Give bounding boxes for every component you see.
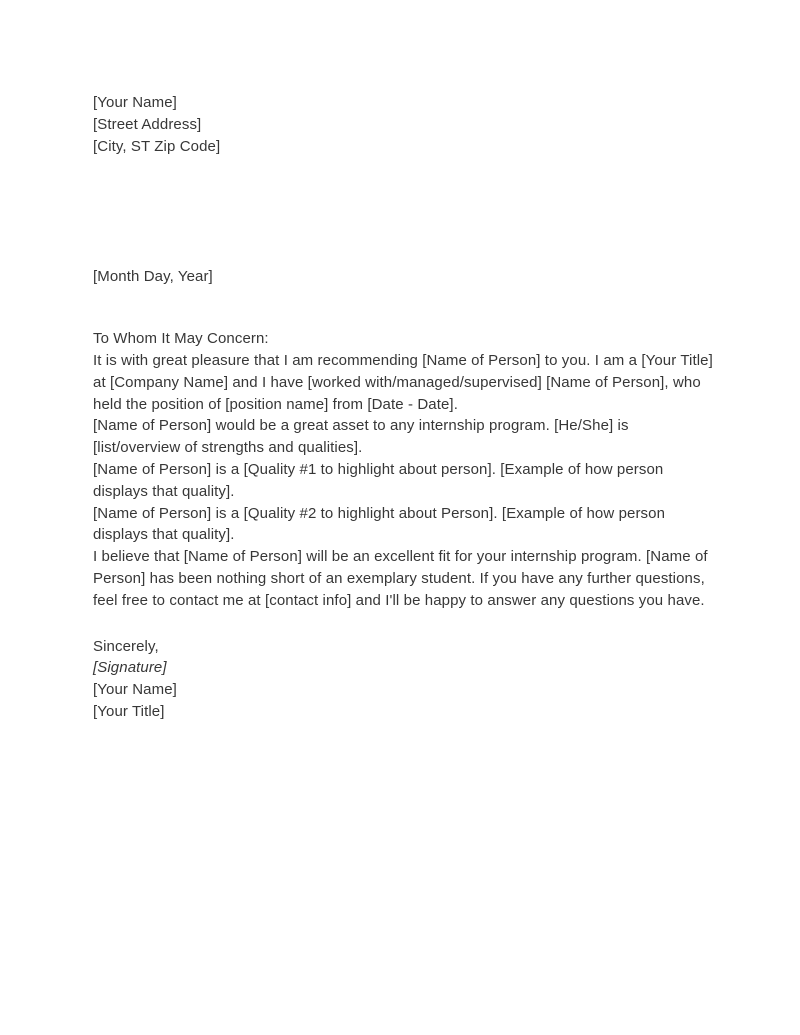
body-paragraph-5: I believe that [Name of Person] will be an excellent fit for your internship program. [Name of Person] has been nothing short of an exemplary student. If you have any further questions, feel free to contact me at [contact info] and I'll be happy to answer any questions you have. — [93, 548, 708, 609]
body-paragraph-1: It is with great pleasure that I am recommending [Name of Person] to you. I am a [Your Title] at [Company Name] and I have [worked with/managed/supervised] [Name of Person], who held the position of [position name] from [Date - Date]. — [93, 351, 713, 413]
signer-name: [Your Name] — [93, 681, 177, 699]
letter-body — [93, 328, 715, 611]
body-paragraph-3: [Name of Person] is a [Quality #1 to highlight about person]. [Example of how person displays that quality]. — [93, 460, 664, 500]
closing-phrase: Sincerely, — [93, 637, 159, 655]
body-paragraph-4: [Name of Person] is a [Quality #2 to highlight about Person]. [Example of how person displays that quality]. — [93, 504, 666, 544]
closing-block — [93, 636, 715, 723]
signature-placeholder: [Signature] — [93, 659, 167, 677]
body-paragraph-2: [Name of Person] would be a great asset to any internship program. [He/She] is [list/overview of strengths and qualities]. — [93, 417, 629, 457]
sender-name: [Your Name] — [93, 94, 177, 111]
sender-city-state-zip: [City, ST Zip Code] — [93, 137, 221, 155]
date-line: [Month Day, Year] — [93, 268, 213, 286]
sender-street-address: [Street Address] — [93, 115, 202, 133]
sender-address-block — [93, 92, 715, 157]
signer-title: [Your Title] — [93, 702, 165, 720]
date-block — [93, 266, 715, 288]
letter-content — [93, 92, 715, 723]
salutation: To Whom It May Concern: — [93, 330, 269, 348]
